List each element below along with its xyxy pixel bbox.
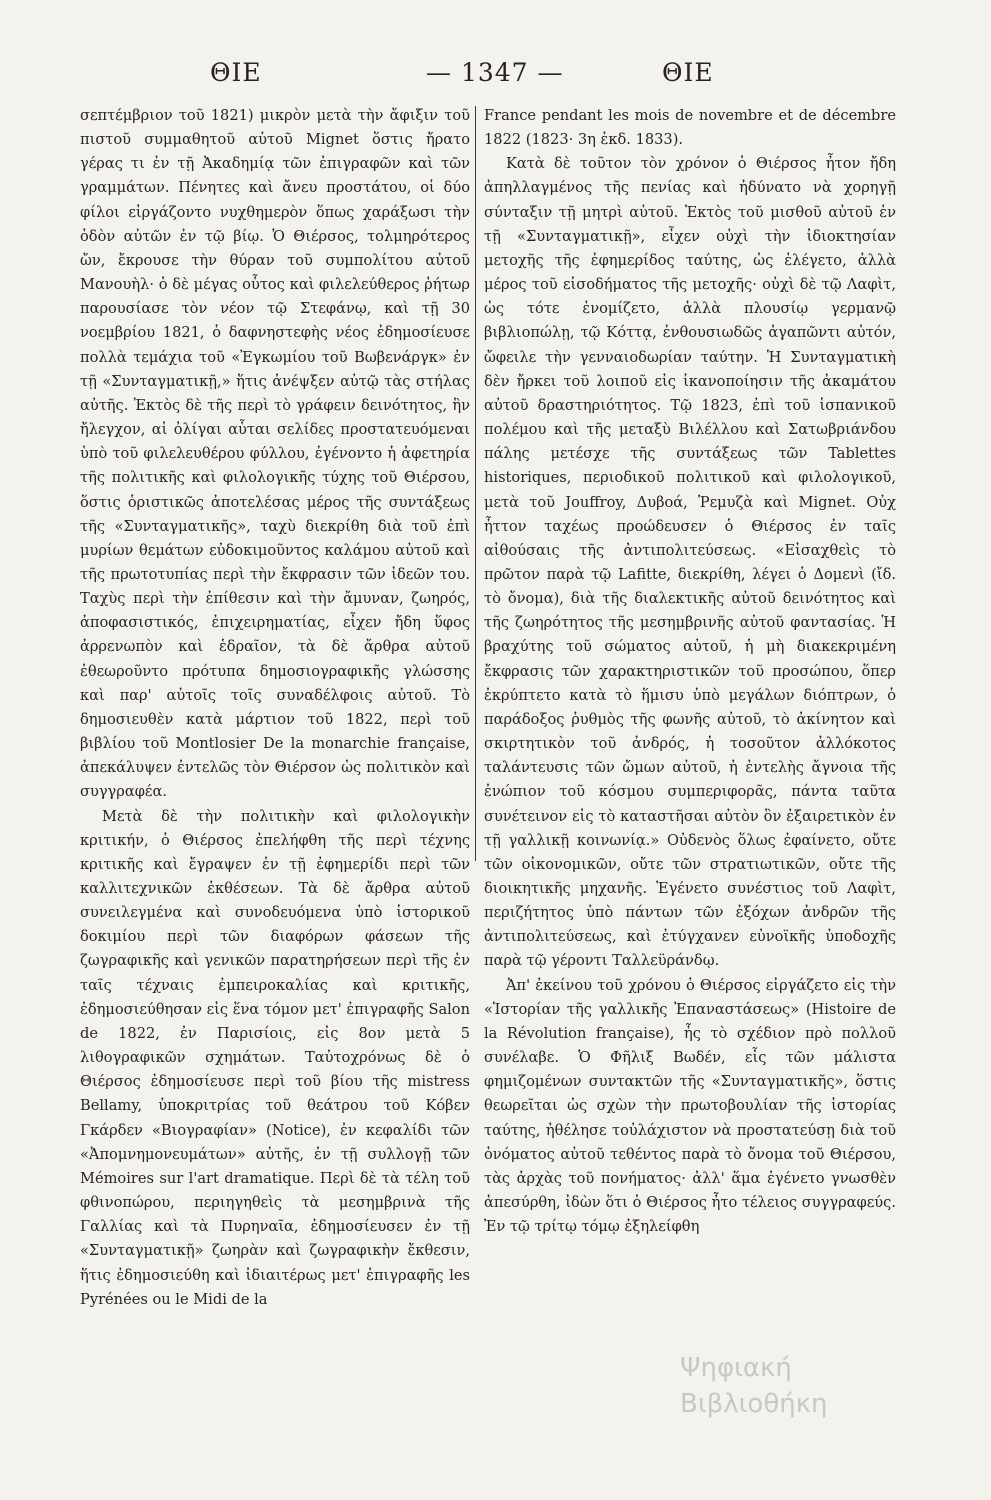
paragraph: Μετὰ δὲ τὴν πολιτικὴν καὶ φιλολογικὴν κριτικήν, ὁ Θιέρσος ἐπελήφθη τῆς περὶ τέχνης κριτικῆς καὶ ἔγραψεν ἐν τῇ ἐφημερίδι περὶ τῶν καλλιτεχνικῶν ἐκθέσεων. Τὰ δὲ ἄρθρα αὐτοῦ συνειλεγμένα καὶ συνοδευόμενα ὑπὸ ἱστορικοῦ δοκιμίου περὶ τῶν διαφόρων φάσεων τῆς ζωγραφικῆς καὶ γενικῶν παρατηρήσεων περὶ τῆς ἐν ταῖς τέχναις ἐμπειροκαλίας καὶ κριτικῆς, ἐδημοσιεύθησαν εἰς ἕνα τόμον μετ' ἐπιγραφῆς Salon de 1822, ἐν Παρισίοις, εἰς 8ον μετὰ 5 λιθογραφικῶν σχημάτων. Ταὐτοχρόνως δὲ ὁ Θιέρσος ἐδημοσίευσε περὶ τοῦ βίου τῆς mistress Bellamy, ὑποκριτρίας τοῦ θεάτρου τοῦ Κόβεν Γκάρδεν «Βιογραφίαν» (Notice), ἐν κεφαλίδι τῶν «Ἀπομνημονευμάτων» αὐτῆς, ἐν τῇ συλλογῇ τῶν Mémoires sur l'art dramatique. Περὶ δὲ τὰ τέλη τοῦ φθινοπώρου, περιηγηθεὶς τὰ μεσημβρινὰ τῆς Γαλλίας καὶ τὰ Πυρηναῖα, ἐδημοσίευσεν ἐν τῇ «Συνταγματικῇ» ζωηρὰν καὶ ζωγραφικὴν ἔκθεσιν, ἥτις ἐδημοσιεύθη καὶ ἰδιαιτέρως μετ' ἐπιγραφῆς les Pyrénées ou le Midi de la [80, 807, 470, 1308]
column-divider [475, 106, 476, 861]
running-head-left: ΘΙΕ [210, 58, 262, 87]
library-watermark [680, 1350, 980, 1480]
watermark-line: Ψηφιακή [680, 1353, 792, 1383]
running-head-right: ΘΙΕ [662, 58, 714, 87]
right-column [484, 104, 896, 1239]
left-column [80, 104, 470, 1312]
paragraph: France pendant les mois de novembre et de décembre 1822 (1823· 3η ἐκδ. 1833). [484, 107, 896, 149]
paragraph: σεπτέμβριον τοῦ 1821) μικρὸν μετὰ τὴν ἄφιξιν τοῦ πιστοῦ συμμαθητοῦ αὐτοῦ Mignet ὅστις ἤρατο γέρας τι ἐν τῇ Ἀκαδημίᾳ τῶν ἐπιγραφῶν καὶ τῶν γραμμάτων. Πένητες καὶ ἄνευ προστάτου, οἱ δύο φίλοι εἰργάζοντο νυχθημερὸν ὅπως χαράξωσι τὴν ὁδὸν αὐτῶν ἐν τῷ βίῳ. Ὁ Θιέρσος, τολμηρότερος ὤν, ἔκρουσε τὴν θύραν τοῦ συμπολίτου αὐτοῦ Μανουὴλ· ὁ δὲ μέγας οὗτος καὶ φιλελεύθερος ῥήτωρ παρουσίασε τὸν νέον τῷ Στεφάνῳ, καὶ τῇ 30 νοεμβρίου 1821, ὁ δαφνηστεφὴς νέος ἐδημοσίευσε πολλὰ τεμάχια τοῦ «Ἐγκωμίου τοῦ Βωβενάργκ» ἐν τῇ «Συνταγματικῇ,» ἥτις ἀνέψξεν αὐτῷ τὰς στήλας αὐτῆς. Ἐκτὸς δὲ τῆς περὶ τὸ γράφειν δεινότητος, ἣν ἤλεγχον, αἱ ὀλίγαι αὗται σελίδες προστατευόμεναι ὑπὸ τοῦ φιλελευθέρου φύλλου, ἐγένοντο ἡ ἀφετηρία τῆς πολιτικῆς καὶ φιλολογικῆς τύχης τοῦ Θιέρσου, ὅστις ὁριστικῶς ἀποτελέσας μέρος τῆς συντάξεως τῆς «Συνταγματικῆς», ταχὺ διεκρίθη διὰ τοῦ ἐπὶ μυρίων θεμάτων εὐδοκιμοῦντος καλάμου αὐτοῦ καὶ τῆς πρωτοτυπίας περὶ τὴν ἔκφρασιν τῶν ἰδεῶν του. Ταχὺς περὶ τὴν ἐπίθεσιν καὶ τὴν ἄμυναν, ζωηρός, ἀποφασιστικός, ἐπιχειρηματίας, εἶχεν ἤδη ὕφος ἀρρενωπὸν καὶ ἑδραῖον, τὰ δὲ ἄρθρα αὐτοῦ ἐθεωροῦντο πρότυπα δημοσιογραφικῆς γλώσσης καὶ παρ' αὐτοῖς τοῖς συναδέλφοις αὐτοῦ. Τὸ δημοσιευθὲν κατὰ μάρτιον τοῦ 1822, περὶ τοῦ βιβλίου τοῦ Montlosier De la monarchie française, ἀπεκάλυψεν ἐντελῶς τὸν Θιέρσον ὡς πολιτικὸν καὶ συγγραφέα. [80, 107, 470, 801]
paragraph: Κατὰ δὲ τοῦτον τὸν χρόνον ὁ Θιέρσος ἦτον ἤδη ἀπηλλαγμένος τῆς πενίας καὶ ἠδύνατο νὰ χορηγῇ σύνταξιν τῇ μητρὶ αὐτοῦ. Ἐκτὸς τοῦ μισθοῦ αὐτοῦ ἐν τῇ «Συνταγματικῇ», εἶχεν οὐχὶ τὴν ἰδιοκτησίαν μετοχῆς τῆς ἐφημερίδος ταύτης, ὡς ἐλέγετο, ἀλλὰ μέρος τοῦ εἰσοδήματος τῆς μετοχῆς· οὐχὶ δὲ τῷ Λαφὶτ, ὡς τότε ἐνομίζετο, ἀλλὰ πλουσίῳ γερμανῷ βιβλιοπώλῃ, τῷ Κόττᾳ, ἐνθουσιωδῶς ἀγαπῶντι αὐτόν, ὤφειλε τὴν γενναιοδωρίαν ταύτην. Ἡ Συνταγματικὴ δὲν ἤρκει τοῦ λοιποῦ εἰς ἱκανοποίησιν τῆς ἀκαμάτου αὐτοῦ δραστηριότητος. Τῷ 1823, ἐπὶ τοῦ ἱσπανικοῦ πολέμου καὶ τῆς μεταξὺ Βιλέλλου καὶ Σατωβριάνδου πάλης μετέσχε τῆς συντάξεως τῶν Tablettes historiques, περιοδικοῦ πολιτικοῦ καὶ φιλολογικοῦ, μετὰ τοῦ Jouffroy, Δυβοά, Ῥεμυζὰ καὶ Mignet. Οὐχ ἧττον ταχέως προώδευσεν ὁ Θιέρσος ἐν ταῖς αἰθούσαις τῆς ἀντιπολιτεύσεως. «Εἰσαχθεὶς τὸ πρῶτον παρὰ τῷ Lafitte, διεκρίθη, λέγει ὁ Δομενὶ (ἴδ. τὸ ὄνομα), διὰ τῆς διαλεκτικῆς αὐτοῦ δεινότητος καὶ τῆς ζωηρότητος τῆς μεσημβρινῆς αὐτοῦ φαντασίας. Ἡ βραχύτης τοῦ σώματος αὐτοῦ, ἡ μὴ διακεκριμένη ἔκφρασις τῶν χαρακτηριστικῶν τοῦ προσώπου, ὅπερ ἐκρύπτετο κατὰ τὸ ἥμισυ ὑπὸ μεγάλων διόπτρων, ὁ παράδοξος ῥυθμὸς τῆς φωνῆς αὐτοῦ, τὸ ἀκίνητον καὶ σκιρτητικὸν τοῦ ἀνδρός, ἡ τοσοῦτον ἀλλόκοτος ταλάντευσις τῶν ὤμων αὐτοῦ, ἡ ἐντελὴς ἄγνοια τῆς ἐνώπιον τοῦ κόσμου συμπεριφορᾶς, πάντα ταῦτα συνέτεινον εἰς τὸ καταστῆσαι αὐτὸν ὃν ἐξαιρετικὸν ἐν τῇ γαλλικῇ κοινωνίᾳ.» Οὐδενὸς ὅλως ἐφαίνετο, οὔτε τῶν οἰκονομικῶν, οὔτε τῶν στρατιωτικῶν, οὔτε τῆς διοικητικῆς μηχανῆς. Ἐγένετο συνέστιος τοῦ Λαφὶτ, περιζήτητος ὑπὸ πάντων τῶν ἐξόχων ἀνδρῶν τῆς ἀντιπολιτεύσεως, καὶ ἐτύγχανεν εὐνοϊκῆς ὑποδοχῆς παρὰ τῷ γέροντι Ταλλεϋράνδῳ. [484, 155, 896, 970]
page-header [60, 58, 931, 98]
paragraph: Ἀπ' ἐκείνου τοῦ χρόνου ὁ Θιέρσος εἰργάζετο εἰς τὴν «Ἱστορίαν τῆς γαλλικῆς Ἐπαναστάσεως» (Histoire de la Révolution française), ἧς τὸ σχέδιον πρὸ πολλοῦ συνέλαβε. Ὁ Φῆλιξ Βωδέν, εἷς τῶν μάλιστα φημιζομένων συντακτῶν τῆς «Συνταγματικῆς», ὅστις θεωρεῖται ὡς σχὼν τὴν πρωτοβουλίαν τῆς ἱστορίας ταύτης, ἠθέλησε τοὐλάχιστον νὰ προστατεύσῃ διὰ τοῦ ὀνόματος αὐτοῦ τεθέντος παρὰ τὸ ὄνομα τοῦ Θιέρσου, τὰς ἀρχὰς τοῦ πονήματος· ἀλλ' ἅμα ἐγένετο γνωσθὲν ἀπεσύρθη, ἰδὼν ὅτι ὁ Θιέρσος ἦτο τέλειος συγγραφεύς. Ἐν τῷ τρίτῳ τόμῳ ἐξηλείφθη [484, 976, 896, 1236]
page-number: — 1347 — [426, 58, 564, 87]
watermark-line: Βιβλιοθήκη [680, 1389, 828, 1419]
